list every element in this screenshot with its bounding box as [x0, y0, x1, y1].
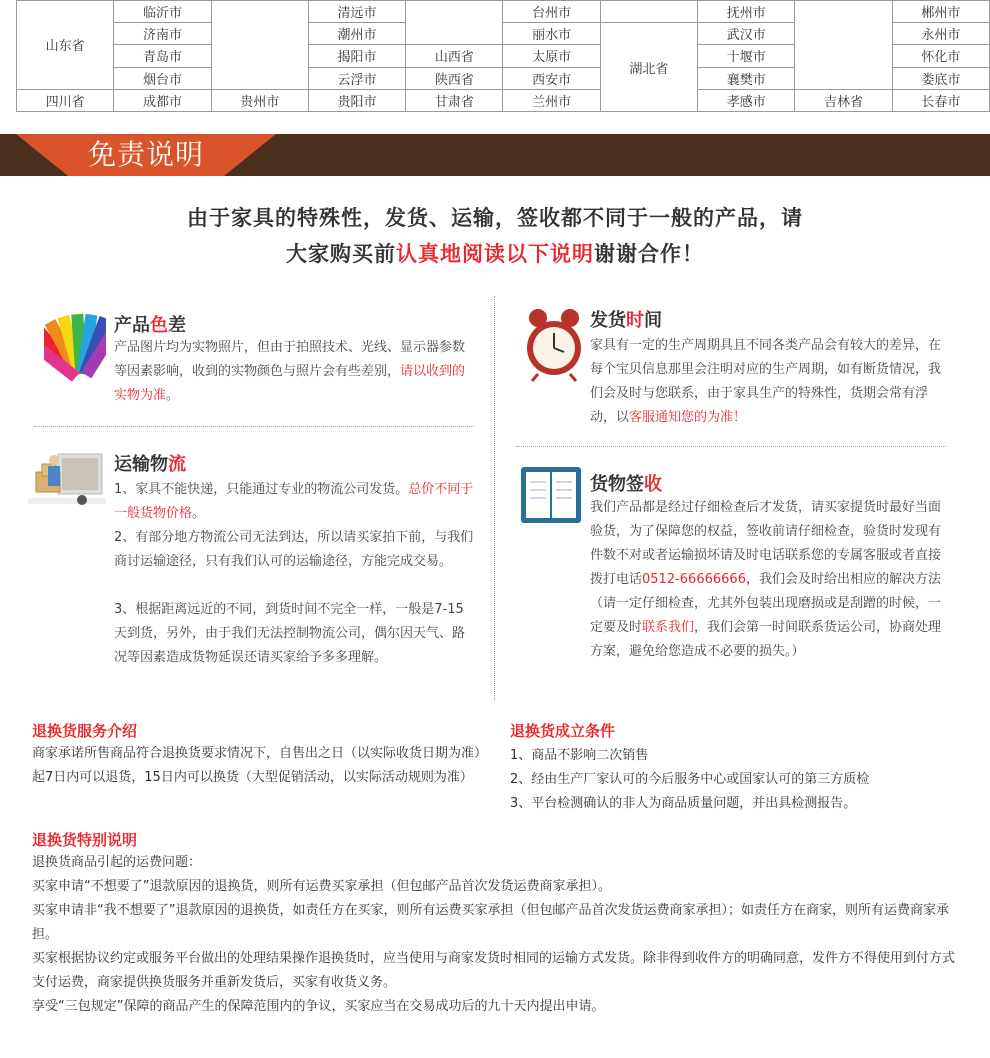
city-cell: 娄底市: [892, 67, 989, 89]
disclaimer-banner: [0, 134, 990, 176]
alarm-clock-icon: [524, 306, 584, 382]
logistics-para-3: 3、根据距离远近的不同，到货时间不完全一样，一般是7-15天到货，另外，由于我们无法控制物流公司，偶尔因天气、路况等因素造成货物延误还请买家给予多多理解。: [114, 602, 466, 665]
return-special-line: 买家申请非“我不想要了”退款原因的退换货，如责任方在买家，则所有运费买家承担（但包邮产品首次发货运费商家承担）；如责任方在商家，则所有运费商家承担。: [32, 903, 949, 942]
city-cell: 孝感市: [698, 89, 795, 111]
empty-cell: [406, 1, 503, 45]
city-cell: 清远市: [308, 1, 405, 23]
province-cell: 湖北省: [600, 23, 697, 112]
heading-line-2: 大家购买前认真地阅读以下说明谢谢合作！: [286, 242, 704, 266]
delivery-text: 家具有一定的生产周期具且不同各类产品会有较大的差异，在每个宝贝信息那里会注明对应的生产周期，如有断货情况，我们会及时与您联系，由于家具生产的特殊性，货期会常有浮动，以客服通知您的为准！: [590, 338, 942, 425]
logistics-title: 运输物流: [114, 454, 186, 475]
color-fan-icon: [44, 310, 106, 386]
city-cell: 抚州市: [698, 1, 795, 23]
empty-cell: [795, 1, 892, 90]
logistics-para-2: 2、有部分地方物流公司无法到达，所以请买家拍下前，与我们商讨运输途径，只有我们认可的运输途径，方能完成交易。: [114, 530, 474, 569]
return-special-line: 买家申请“不想要了”退款原因的退换货，则所有运费买家承担（但包邮产品首次发货运费商家承担）。: [32, 879, 611, 894]
province-cell: 四川省: [17, 89, 114, 111]
return-cond-item: 2、经由生产厂家认可的今后服务中心或国家认可的第三方质检: [510, 772, 870, 787]
receipt-text: 我们产品都是经过仔细检查后才发货，请买家提货时最好当面验货，为了保障您的权益，签收前请仔细检查，验货时发现有件数不对或者运输损坏请及时电话联系您的专属客服或者直接拨打电话0512-66666666，我们会及时给出相应的解决方法（请一定仔细检查，尤其外包装出现磨损或是刮蹭的时候，一定要及时联系我们，我们会第一时间联系货运公司，协商处理方案，避免给您造成不必要的损失。）: [590, 500, 942, 659]
province-cell: 吉林省: [795, 89, 892, 111]
city-cell: 长春市: [892, 89, 989, 111]
color-diff-text: 产品图片均为实物照片，但由于拍照技术、光线、显示器参数等因素影响，收到的实物颜色与照片会有些差别，请以收到的实物为准。: [114, 340, 466, 403]
province-cell: 山西省: [406, 45, 503, 67]
city-cell: 青岛市: [114, 45, 211, 67]
return-special-line: 退换货商品引起的运费问题：: [32, 855, 202, 870]
banner-title: 免责说明: [87, 138, 204, 171]
region-table: [16, 0, 990, 112]
notebook-icon: [520, 466, 582, 524]
province-cell: 甘肃省: [406, 89, 503, 111]
city-cell: 济南市: [114, 23, 211, 45]
divider-horizontal: [34, 426, 474, 427]
empty-cell: [600, 1, 697, 23]
province-cell: 山东省: [17, 1, 114, 90]
return-special-line: 享受“三包规定”保障的商品产生的保障范围内的争议，买家应当在交易成功后的九十天内提出申请。: [32, 999, 605, 1014]
return-cond-item: 3、平台检测确认的非人为商品质量问题，并出具检测报告。: [510, 796, 857, 811]
delivery-title: 发货时间: [590, 310, 662, 331]
city-cell: 贵州市: [211, 89, 308, 111]
city-cell: 贵阳市: [308, 89, 405, 111]
return-cond-item: 1、商品不影响二次销售: [510, 748, 649, 763]
divider-vertical: [494, 296, 495, 700]
city-cell: 永州市: [892, 23, 989, 45]
return-special-title: 退换货特别说明: [32, 831, 138, 849]
logistics-para-1: 1、家具不能快递，只能通过专业的物流公司发货。总价不同于一般货物价格。: [114, 482, 474, 521]
city-cell: 云浮市: [308, 67, 405, 89]
city-cell: 襄樊市: [698, 67, 795, 89]
province-cell: 陕西省: [406, 67, 503, 89]
city-cell: 西安市: [503, 67, 600, 89]
return-special-line: 买家根据协议约定或服务平台做出的处理结果操作退换货时，应当使用与商家发货时相同的运输方式发货。除非得到收件方的明确同意，发件方不得使用到付方式支付运费，商家提供换货服务并重新发货后，买家有收货义务。: [32, 951, 956, 990]
city-cell: 怀化市: [892, 45, 989, 67]
city-cell: 成都市: [114, 89, 211, 111]
divider-horizontal: [516, 446, 946, 447]
city-cell: 烟台市: [114, 67, 211, 89]
return-cond-title: 退换货成立条件: [510, 722, 616, 740]
phone-number: 0512-66666666: [642, 572, 746, 587]
empty-cell: [211, 1, 308, 90]
return-intro-text: 商家承诺所售商品符合退换货要求情况下，自售出之日（以实际收货日期为准）起7日内可以退货，15日内可以换货（大型促销活动，以实际活动规则为准）: [32, 746, 488, 785]
city-cell: 武汉市: [698, 23, 795, 45]
city-cell: 兰州市: [503, 89, 600, 111]
city-cell: 临沂市: [114, 1, 211, 23]
city-cell: 丽水市: [503, 23, 600, 45]
city-cell: 揭阳市: [308, 45, 405, 67]
heading-line-1: 由于家具的特殊性，发货、运输，签收都不同于一般的产品，请: [187, 206, 803, 230]
color-diff-title: 产品色差: [114, 315, 186, 336]
receipt-title: 货物签收: [590, 474, 662, 495]
city-cell: 潮州市: [308, 23, 405, 45]
city-cell: 十堰市: [698, 45, 795, 67]
city-cell: 太原市: [503, 45, 600, 67]
delivery-truck-icon: [28, 446, 106, 516]
city-cell: 台州市: [503, 1, 600, 23]
contact-us-link[interactable]: 联系我们: [642, 620, 695, 635]
return-intro-title: 退换货服务介绍: [32, 722, 138, 740]
city-cell: 郴州市: [892, 1, 989, 23]
